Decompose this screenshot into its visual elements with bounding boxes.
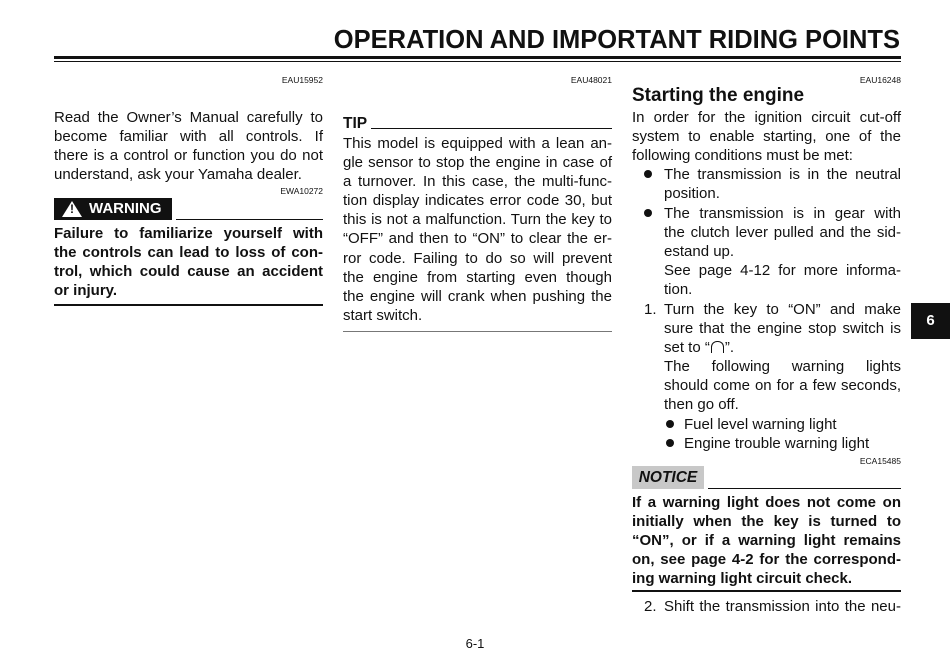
tip-label: TIP	[343, 115, 368, 132]
notice-code: ECA15485	[859, 456, 901, 466]
tip-text	[343, 134, 612, 325]
text-line: The following warning lights	[664, 358, 901, 376]
text-line: a turnover. In this case, the multi-func-	[343, 173, 612, 191]
notice-badge: NOTICE	[632, 466, 704, 489]
step-text	[664, 300, 901, 415]
text-line: or injury.	[54, 282, 118, 300]
text-line: the engine will crank when pushing the	[343, 287, 612, 305]
text-line: tion display indicates error code 30, but	[343, 192, 612, 210]
set-to-suffix: ”.	[724, 339, 735, 357]
text-line: system to enable starting, one of the	[632, 128, 901, 146]
text-line: Shift the transmission into the neu-	[664, 598, 901, 615]
text-line: the controls can lead to loss of con-	[54, 244, 323, 262]
section-heading: Starting the engine	[632, 85, 805, 106]
step-number: 1.	[644, 301, 657, 318]
tip-rule	[371, 128, 612, 129]
section-code: EAU15952	[281, 75, 323, 85]
set-to-prefix: set to “	[664, 339, 710, 357]
text-line: trol, which could cause an accident	[54, 263, 323, 281]
step-text	[664, 597, 901, 616]
page-number: 6-1	[465, 636, 485, 651]
text-line: tion.	[664, 281, 693, 299]
condition-item	[664, 204, 901, 261]
warning-rule	[176, 219, 323, 220]
text-line: the engine from starting even though	[343, 268, 612, 286]
intro-paragraph	[54, 108, 323, 184]
bullet-icon	[666, 420, 674, 428]
text-line: initially when the key is turned to	[632, 513, 901, 531]
text-line: understand, ask your Yamaha dealer.	[54, 166, 302, 184]
warning-light-item: Fuel level warning light	[684, 416, 837, 433]
text-line: this is not a malfunction. Turn the key to	[343, 211, 612, 229]
section-code: EAU48021	[570, 75, 612, 85]
conditions-intro	[632, 108, 901, 165]
text-line: on, see page 4-2 for the correspond-	[632, 551, 901, 569]
text-line: then go off.	[664, 396, 739, 414]
warning-light-item: Engine trouble warning light	[684, 435, 870, 452]
header-rule-thin	[54, 61, 901, 62]
tip-end-rule	[343, 331, 612, 332]
header-rule	[54, 56, 901, 59]
warning-text	[54, 224, 323, 300]
text-line: The transmission is in the neutral	[664, 166, 901, 183]
text-line: This model is equipped with a lean an-	[343, 135, 612, 152]
text-line: gle sensor to stop the engine in case of	[343, 154, 612, 172]
text-line: estand up.	[664, 243, 735, 261]
see-page-note	[664, 261, 901, 299]
notice-rule	[708, 488, 901, 489]
condition-item	[664, 165, 901, 203]
section-code: EAU16248	[859, 75, 901, 85]
text-line: See page 4-12 for more informa-	[664, 262, 901, 279]
text-line: ing warning light circuit check.	[632, 570, 853, 588]
chapter-tab[interactable]: 6	[911, 303, 950, 339]
text-line: “OFF” and then to “ON” to clear the er-	[343, 230, 612, 248]
bullet-icon	[644, 170, 652, 178]
warning-label: WARNING	[89, 200, 162, 217]
bullet-icon	[644, 209, 652, 217]
text-line: following conditions must be met:	[632, 147, 853, 165]
text-line: Failure to familiarize yourself with	[54, 225, 323, 242]
text-line: Turn the key to “ON” and make	[664, 301, 901, 318]
text-line: should come on for a few seconds,	[664, 377, 901, 395]
text-line: “ON”, or if a warning light remains	[632, 532, 901, 550]
engine-stop-run-icon	[711, 341, 724, 353]
text-line: position.	[664, 185, 720, 203]
text-line: The transmission is in gear with	[664, 205, 901, 222]
notice-end-rule	[632, 590, 901, 592]
text-line: become familiar with all controls. If	[54, 128, 323, 146]
notice-text	[632, 493, 901, 588]
text-line	[664, 338, 901, 357]
page-title: OPERATION AND IMPORTANT RIDING POINTS	[333, 26, 900, 54]
warning-code: EWA10272	[280, 186, 323, 196]
warning-badge	[54, 198, 172, 220]
bullet-icon	[666, 439, 674, 447]
text-line: If a warning light does not come on	[632, 494, 901, 511]
text-line: In order for the ignition circuit cut-off	[632, 109, 901, 126]
text-line: start switch.	[343, 306, 423, 324]
text-line: sure that the engine stop switch is	[664, 320, 901, 338]
warning-end-rule	[54, 304, 323, 306]
text-line: there is a control or function you do not	[54, 147, 323, 165]
exclamation-icon: !	[70, 202, 74, 216]
text-line: Read the Owner’s Manual carefully to	[54, 109, 323, 126]
step-number: 2.	[644, 598, 657, 615]
text-line: ror code. Failing to do so will prevent	[343, 249, 612, 267]
text-line: the clutch lever pulled and the sid-	[664, 224, 901, 242]
